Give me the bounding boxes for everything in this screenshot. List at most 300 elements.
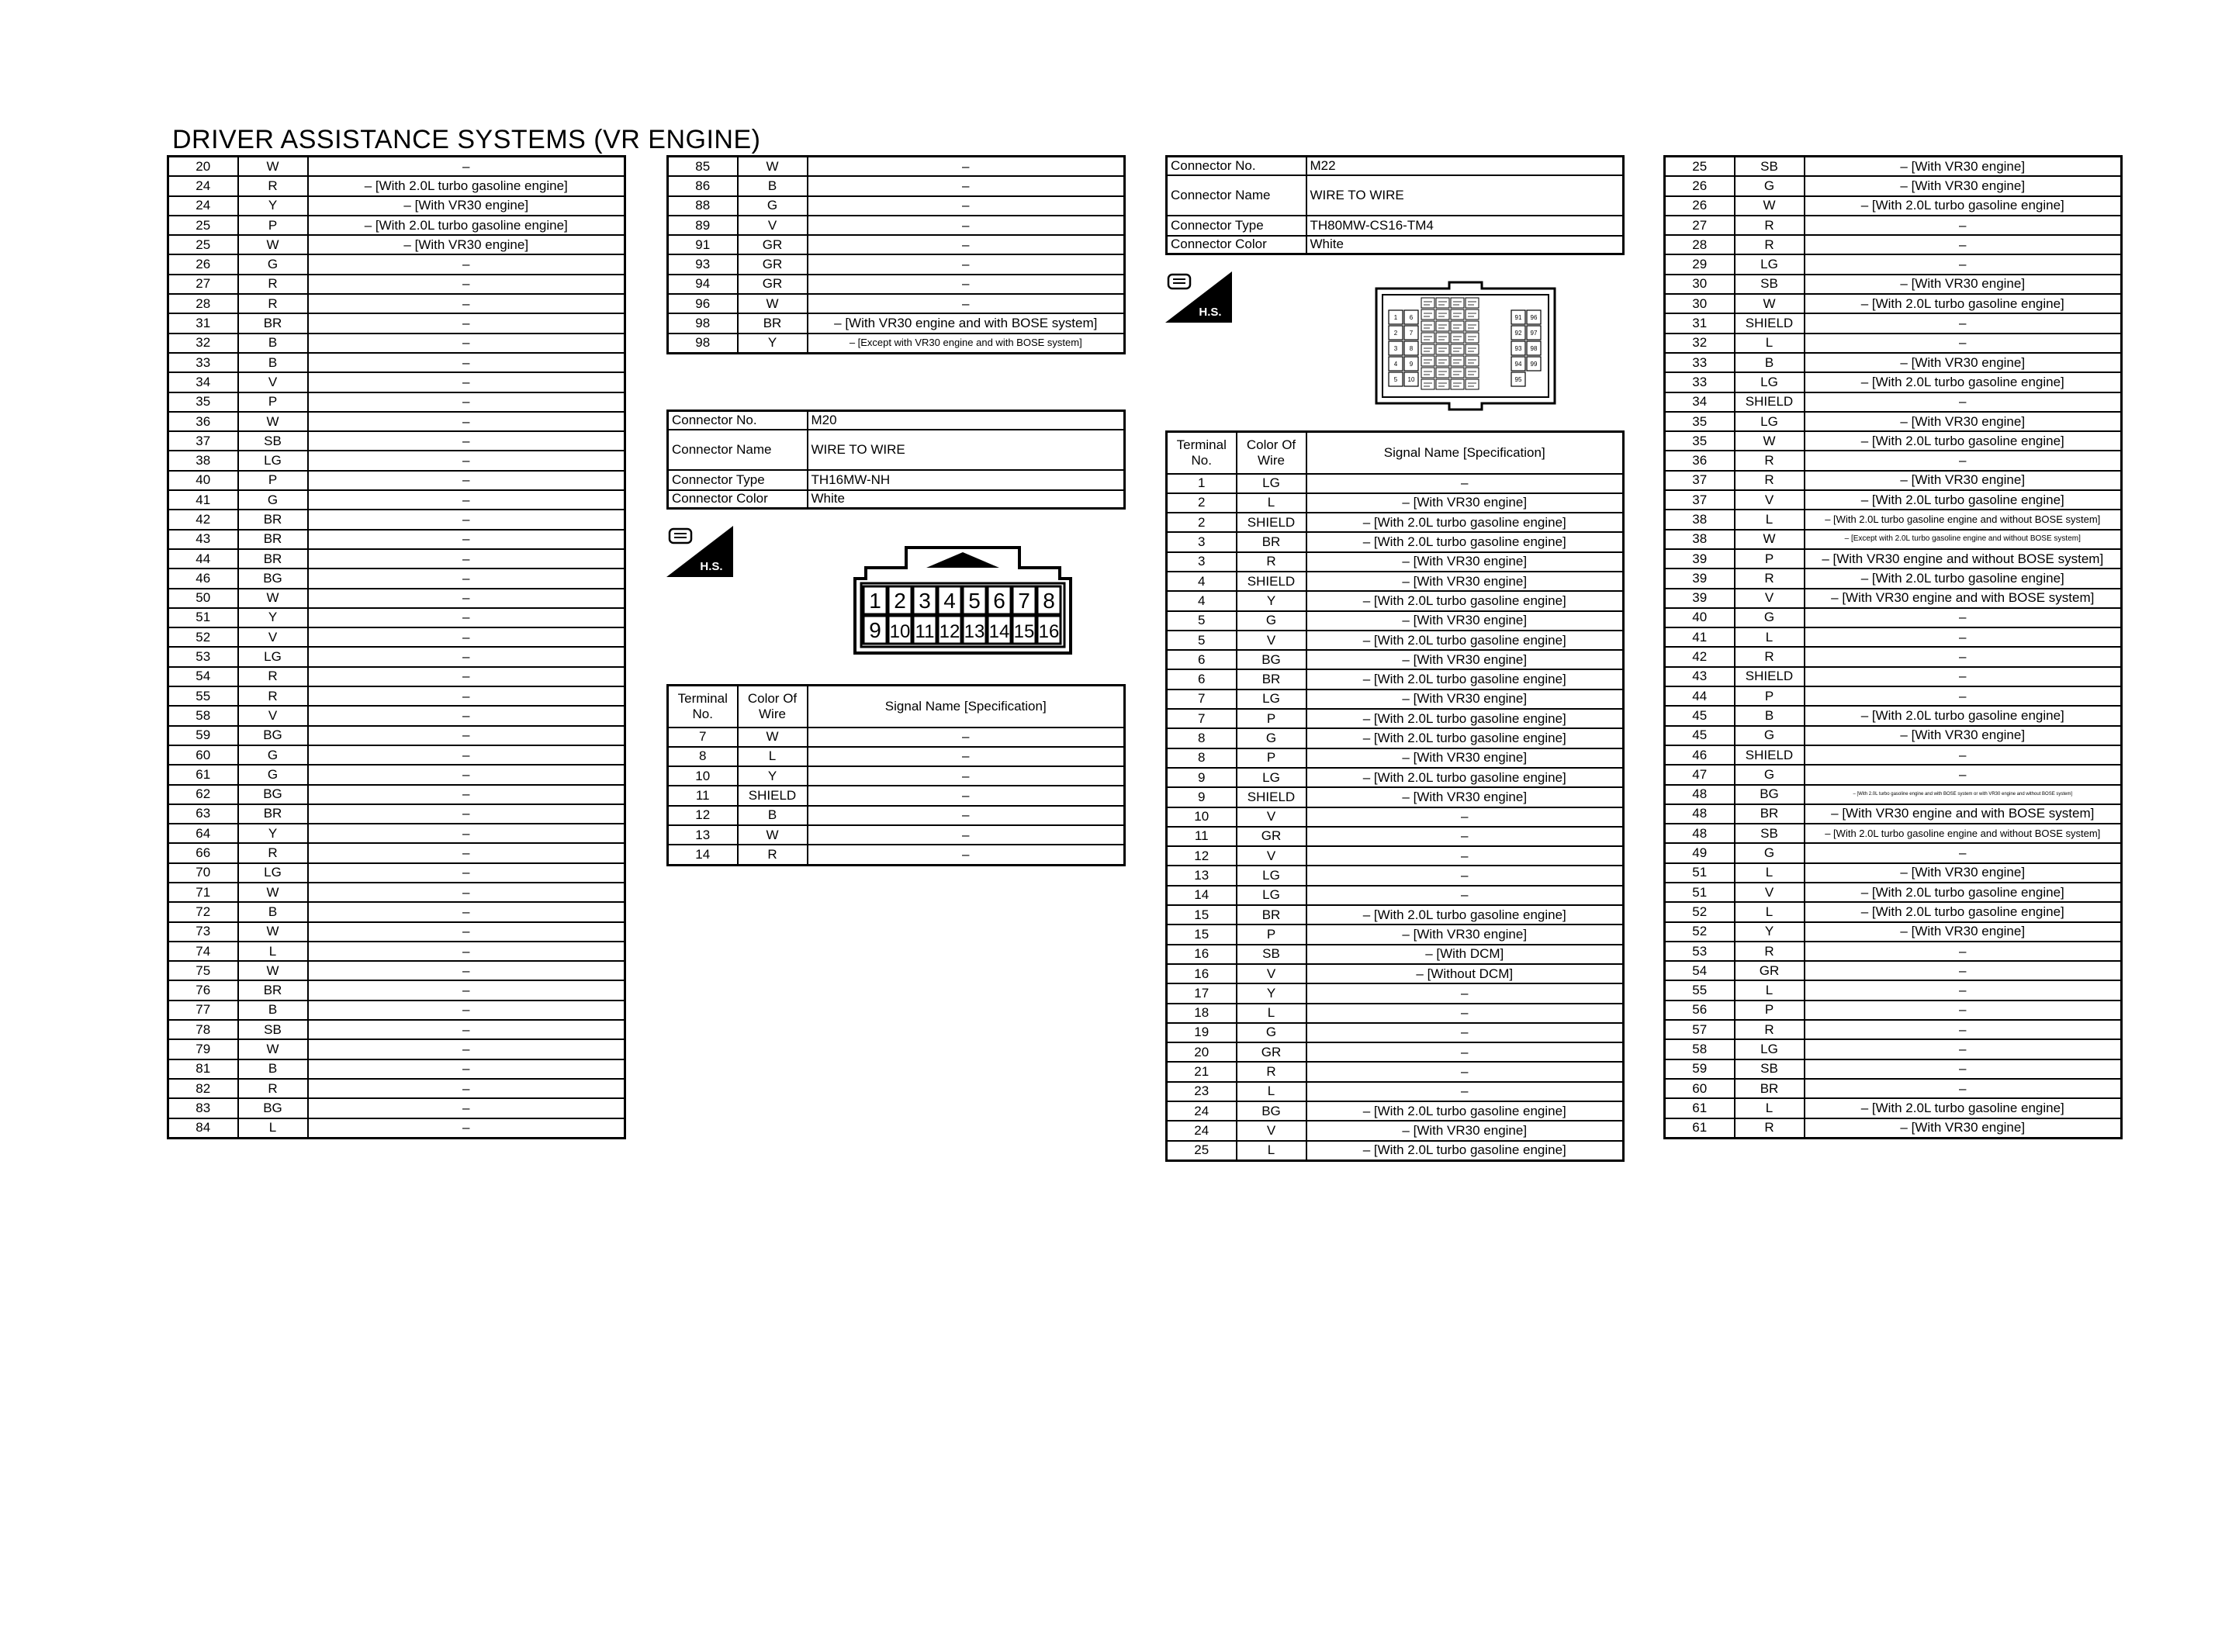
signal-name-cell: – [308, 961, 625, 980]
table-row [1665, 667, 2122, 686]
signal-name-cell: – [308, 843, 625, 862]
pin-number: 12 [939, 621, 960, 642]
wire-color-cell: R [1735, 216, 1805, 235]
wire-color-cell: R [1237, 552, 1306, 572]
signal-name-cell: – [With VR30 engine] [308, 235, 625, 254]
pin-number: 98 [1530, 345, 1538, 352]
pin-number: 11 [915, 621, 935, 642]
wire-color-cell: BR [238, 530, 308, 549]
table-row [1665, 647, 2122, 666]
signal-name-cell: – [308, 471, 625, 490]
pin-number: 5 [968, 589, 981, 613]
terminal-cell: 7 [668, 728, 738, 747]
signal-name-cell: – [With 2.0L turbo gasoline engine and without BOSE system] [1805, 510, 2122, 529]
signal-name-cell: – [308, 392, 625, 412]
table-row [1665, 451, 2122, 470]
terminal-cell: 51 [168, 608, 238, 627]
table-row [668, 313, 1125, 333]
wire-color-cell: R [238, 294, 308, 313]
m22-connector-info [1165, 155, 1625, 255]
signal-name-cell: – [With 2.0L turbo gasoline engine and with BOSE system or with VR30 engine and without BOSE system] [1805, 785, 2122, 804]
terminal-cell: 6 [1167, 669, 1237, 689]
terminal-cell: 16 [1167, 964, 1237, 983]
terminal-cell: 49 [1665, 843, 1735, 862]
terminal-cell: 40 [168, 471, 238, 490]
wire-color-cell: LG [1237, 689, 1306, 709]
connector-no-value: M20 [808, 411, 1125, 430]
table-row [1665, 1118, 2122, 1139]
pin-cell [1436, 298, 1449, 308]
signal-name-cell: – [With 2.0L turbo gasoline engine] [1805, 569, 2122, 588]
wire-color-cell: L [238, 942, 308, 961]
pin-cell [1436, 344, 1449, 354]
terminal-cell: 5 [1167, 611, 1237, 631]
wire-color-cell: LG [1735, 254, 1805, 274]
table-row [1167, 669, 1624, 689]
signal-name-cell: – [308, 608, 625, 627]
signal-name-cell: – [308, 157, 625, 177]
wire-color-cell: W [1735, 294, 1805, 313]
connector-color-value: White [808, 490, 1125, 509]
table-row [1665, 1039, 2122, 1059]
wire-color-cell: LG [1237, 866, 1306, 885]
wire-color-cell: W [238, 883, 308, 902]
signal-name-cell: – [Except with 2.0L turbo gasoline engine and without BOSE system] [1805, 530, 2122, 549]
terminal-cell: 84 [168, 1118, 238, 1139]
signal-name-cell: – [With VR30 engine and with BOSE system] [1805, 804, 2122, 824]
terminal-cell: 43 [1665, 667, 1735, 686]
wire-color-cell: V [1237, 846, 1306, 866]
wire-color-cell: L [1735, 627, 1805, 647]
wire-color-cell: Y [738, 334, 808, 354]
wire-color-cell: R [1735, 1118, 1805, 1139]
wire-color-cell: R [238, 1079, 308, 1098]
wire-color-cell: LG [1237, 768, 1306, 787]
pin-cell [1451, 368, 1464, 378]
pin-cell [1466, 368, 1479, 378]
signal-name-cell: – [Except with VR30 engine and with BOSE system] [808, 334, 1125, 354]
pin-cell [1421, 333, 1434, 343]
signal-name-cell: – [308, 785, 625, 804]
wire-color-cell: BR [238, 549, 308, 569]
terminal-cell: 35 [168, 392, 238, 412]
pin-number: 91 [1514, 314, 1522, 321]
signal-name-cell: – [308, 627, 625, 647]
terminal-cell: 14 [668, 845, 738, 865]
table-row [668, 275, 1125, 294]
table-row [168, 157, 625, 177]
signal-name-cell: – [With VR30 engine] [1805, 412, 2122, 431]
wire-color-cell: BR [1237, 532, 1306, 551]
pin-cell [1466, 321, 1479, 331]
signal-name-cell: – [308, 922, 625, 942]
table-row [168, 451, 625, 470]
signal-name-cell: – [1805, 980, 2122, 1000]
signal-name-cell: – [808, 825, 1125, 845]
signal-name-cell: – [808, 216, 1125, 235]
terminal-cell: 12 [668, 806, 738, 825]
table-row [168, 647, 625, 666]
terminal-cell: 54 [168, 667, 238, 686]
pin-cell [1451, 356, 1464, 366]
table-row [1167, 728, 1624, 748]
table-row [168, 843, 625, 862]
wire-color-cell: SHIELD [1735, 667, 1805, 686]
table-row [1167, 689, 1624, 709]
table-row [1665, 765, 2122, 784]
m22-pin-table [1165, 430, 1625, 1162]
signal-name-cell: – [1805, 235, 2122, 254]
wire-color-cell: SHIELD [1237, 513, 1306, 532]
wire-color-cell: W [738, 728, 808, 747]
wire-color-cell: W [238, 922, 308, 942]
pin-cell [1436, 321, 1449, 331]
wire-color-cell: P [1237, 709, 1306, 728]
terminal-cell: 29 [1665, 254, 1735, 274]
table-row [1167, 846, 1624, 866]
table-row [1167, 532, 1624, 551]
signal-name-cell: – [With VR30 engine] [1306, 689, 1624, 709]
wire-color-cell: SB [238, 431, 308, 451]
signal-name-cell: – [With 2.0L turbo gasoline engine] [1306, 1141, 1624, 1161]
connector-no-value: M22 [1306, 157, 1624, 175]
terminal-no-header: Terminal No. [1167, 432, 1237, 474]
table-row [168, 353, 625, 372]
signal-name-cell: – [1805, 667, 2122, 686]
wire-color-cell: V [1735, 490, 1805, 510]
wire-color-cell: LG [1735, 1039, 1805, 1059]
pin-number: 10 [889, 621, 911, 642]
signal-name-cell: – [308, 980, 625, 1000]
table-row [668, 216, 1125, 235]
terminal-cell: 61 [1665, 1098, 1735, 1118]
m20-connector-diagram [852, 544, 1074, 655]
wire-color-cell: W [238, 412, 308, 431]
wire-color-cell: V [1237, 1121, 1306, 1140]
wire-color-cell: P [238, 216, 308, 235]
wire-color-cell: SHIELD [1735, 392, 1805, 412]
wire-color-cell: SHIELD [1735, 745, 1805, 765]
pin-cell [1421, 309, 1434, 320]
wire-color-cell: BG [238, 785, 308, 804]
table-row [168, 824, 625, 843]
signal-name-cell: – [1805, 745, 2122, 765]
wire-color-cell: G [1735, 843, 1805, 862]
table-row [1167, 572, 1624, 591]
signal-name-cell: – [1805, 843, 2122, 862]
pin-cell [1421, 321, 1434, 331]
terminal-cell: 52 [168, 627, 238, 647]
table-row [1665, 883, 2122, 902]
wire-color-cell: W [738, 825, 808, 845]
wire-color-cell: BG [1237, 650, 1306, 669]
table-row [1167, 1062, 1624, 1081]
pin-cell [1451, 321, 1464, 331]
signal-name-cell: – [808, 806, 1125, 825]
pin-cell [1451, 344, 1464, 354]
terminal-cell: 26 [168, 254, 238, 274]
terminal-cell: 58 [168, 706, 238, 725]
terminal-cell: 59 [168, 726, 238, 745]
signal-name-cell: – [1805, 942, 2122, 961]
terminal-cell: 44 [168, 549, 238, 569]
pin-number: 1 [869, 589, 881, 613]
table-row [1665, 510, 2122, 529]
terminal-cell: 15 [1167, 924, 1237, 944]
wire-color-cell: B [738, 806, 808, 825]
wire-color-cell: P [1237, 748, 1306, 768]
terminal-cell: 64 [168, 824, 238, 843]
hs-label: H.S. [700, 560, 723, 573]
pin-number: 13 [964, 621, 985, 642]
signal-name-cell: – [With 2.0L turbo gasoline engine] [1306, 591, 1624, 610]
wire-color-cell: LG [1735, 412, 1805, 431]
wire-color-cell: SHIELD [738, 786, 808, 805]
terminal-cell: 8 [1167, 728, 1237, 748]
signal-name-cell: – [1306, 1042, 1624, 1062]
terminal-cell: 34 [168, 372, 238, 392]
signal-name-cell: – [With VR30 engine] [1805, 353, 2122, 372]
wire-color-cell: LG [238, 863, 308, 883]
wire-color-cell: V [1237, 631, 1306, 650]
terminal-cell: 24 [1167, 1121, 1237, 1140]
table-row [168, 785, 625, 804]
wire-color-cell: R [738, 845, 808, 865]
wire-color-cell: G [1735, 176, 1805, 195]
terminal-cell: 78 [168, 1020, 238, 1039]
signal-name-cell: – [1306, 827, 1624, 846]
wire-color-cell: R [1735, 569, 1805, 588]
pin-cell [1436, 379, 1449, 389]
table-row [668, 825, 1125, 845]
wire-color-cell: GR [738, 235, 808, 254]
pin-number: 15 [1013, 621, 1035, 642]
signal-name-cell: – [308, 589, 625, 608]
terminal-cell: 16 [1167, 945, 1237, 964]
terminal-cell: 32 [1665, 334, 1735, 353]
terminal-cell: 94 [668, 275, 738, 294]
terminal-cell: 66 [168, 843, 238, 862]
table-row [668, 235, 1125, 254]
table-row [1665, 863, 2122, 883]
terminal-cell: 91 [668, 235, 738, 254]
wire-color-cell: Y [238, 824, 308, 843]
wire-color-cell: P [1237, 924, 1306, 944]
table-row [1665, 745, 2122, 765]
table-row [1665, 549, 2122, 569]
signal-name-cell: – [808, 235, 1125, 254]
table-row [168, 1039, 625, 1059]
table-row [168, 922, 625, 942]
signal-name-cell: – [308, 431, 625, 451]
table-row [1167, 611, 1624, 631]
signal-name-cell: – [808, 728, 1125, 747]
terminal-cell: 41 [1665, 627, 1735, 647]
signal-name-cell: – [With VR30 engine] [1306, 650, 1624, 669]
signal-name-cell: – [With 2.0L turbo gasoline engine] [1306, 1101, 1624, 1121]
table-row [1167, 591, 1624, 610]
signal-name-cell: – [With VR30 engine] [1306, 572, 1624, 591]
table-row [168, 1001, 625, 1020]
table-row [1167, 474, 1624, 493]
signal-name-cell: – [308, 313, 625, 333]
signal-name-cell: – [308, 804, 625, 824]
terminal-cell: 13 [1167, 866, 1237, 885]
table-row [168, 883, 625, 902]
terminal-cell: 60 [168, 745, 238, 765]
signal-name-cell: – [With 2.0L turbo gasoline engine] [1805, 294, 2122, 313]
m22-right-pin-block [1511, 310, 1541, 386]
wire-color-cell: G [238, 745, 308, 765]
signal-name-cell: – [808, 157, 1125, 177]
signal-name-cell: – [With VR30 engine and with BOSE system] [808, 313, 1125, 333]
table-row [1167, 1023, 1624, 1042]
terminal-cell: 25 [168, 235, 238, 254]
wire-color-cell: P [1735, 1001, 1805, 1020]
terminal-cell: 61 [168, 765, 238, 784]
signal-name-cell: – [With 2.0L turbo gasoline engine] [1306, 631, 1624, 650]
wire-color-cell: BR [1735, 1079, 1805, 1098]
signal-name-cell: – [1306, 866, 1624, 885]
terminal-cell: 10 [668, 766, 738, 786]
signal-name-cell: – [With 2.0L turbo gasoline engine] [308, 216, 625, 235]
table-row [668, 845, 1125, 865]
table-row [168, 608, 625, 627]
table-row [1665, 216, 2122, 235]
signal-name-cell: – [1306, 1004, 1624, 1023]
wire-color-cell: R [1735, 451, 1805, 470]
terminal-cell: 27 [1665, 216, 1735, 235]
signal-name-cell: – [808, 196, 1125, 216]
terminal-cell: 98 [668, 313, 738, 333]
terminal-cell: 3 [1167, 532, 1237, 551]
m22-connector-diagram [1373, 279, 1558, 413]
signal-name-cell: – [1805, 216, 2122, 235]
wire-color-cell: GR [1237, 1042, 1306, 1062]
terminal-cell: 28 [1665, 235, 1735, 254]
terminal-cell: 74 [168, 942, 238, 961]
table-row [168, 471, 625, 490]
terminal-cell: 31 [168, 313, 238, 333]
pin-number: 93 [1514, 345, 1522, 352]
color-of-wire-header: Color Of Wire [1237, 432, 1306, 474]
signal-name-cell: – [With VR30 engine] [1306, 611, 1624, 631]
wire-color-cell: G [238, 254, 308, 274]
signal-name-cell: – [With 2.0L turbo gasoline engine] [1805, 196, 2122, 216]
signal-name-cell: – [With VR30 engine] [1306, 924, 1624, 944]
signal-name-cell: – [308, 942, 625, 961]
table-row [1665, 980, 2122, 1000]
terminal-cell: 9 [1167, 768, 1237, 787]
terminal-cell: 35 [1665, 431, 1735, 451]
table-row [668, 806, 1125, 825]
signal-name-cell: – [1805, 1059, 2122, 1079]
wire-color-cell: R [238, 667, 308, 686]
signal-name-cell: – [1306, 1082, 1624, 1101]
table-row [1665, 824, 2122, 843]
signal-name-cell: – [With 2.0L turbo gasoline engine] [1805, 902, 2122, 921]
terminal-cell: 38 [1665, 530, 1735, 549]
signal-name-cell: – [308, 1059, 625, 1079]
wire-color-cell: P [1735, 686, 1805, 706]
table-row [668, 254, 1125, 274]
signal-name-header: Signal Name [Specification] [808, 686, 1125, 728]
wire-color-cell: BG [238, 1098, 308, 1118]
table-row [668, 728, 1125, 747]
table-row [168, 1059, 625, 1079]
table-row [1665, 1079, 2122, 1098]
terminal-cell: 48 [1665, 824, 1735, 843]
pin-number: 5 [1393, 376, 1398, 383]
terminal-cell: 11 [1167, 827, 1237, 846]
table-row [1167, 513, 1624, 532]
pin-table-4 [1663, 155, 2123, 1139]
terminal-cell: 76 [168, 980, 238, 1000]
signal-name-cell: – [With 2.0L turbo gasoline engine and without BOSE system] [1805, 824, 2122, 843]
signal-name-cell: – [308, 353, 625, 372]
wire-color-cell: B [238, 902, 308, 921]
wire-color-cell: Y [1237, 983, 1306, 1003]
signal-name-cell: – [1805, 254, 2122, 274]
terminal-cell: 44 [1665, 686, 1735, 706]
table-row [1167, 945, 1624, 964]
terminal-cell: 40 [1665, 608, 1735, 627]
wire-color-cell: V [1237, 964, 1306, 983]
terminal-cell: 39 [1665, 589, 1735, 608]
pin-cell [1436, 368, 1449, 378]
pin-number: 2 [894, 589, 906, 613]
wire-color-cell: R [1237, 1062, 1306, 1081]
signal-name-cell: – [1805, 647, 2122, 666]
wire-color-cell: W [238, 589, 308, 608]
table-row [168, 275, 625, 294]
terminal-cell: 51 [1665, 863, 1735, 883]
pin-cell [1466, 298, 1479, 308]
terminal-cell: 75 [168, 961, 238, 980]
table-row [1167, 493, 1624, 513]
terminal-cell: 98 [668, 334, 738, 354]
pin-cell [1436, 356, 1449, 366]
terminal-cell: 3 [1167, 552, 1237, 572]
table-row [1665, 1020, 2122, 1039]
terminal-cell: 4 [1167, 591, 1237, 610]
pin-number: 94 [1514, 361, 1522, 368]
terminal-cell: 58 [1665, 1039, 1735, 1059]
terminal-cell: 10 [1167, 807, 1237, 827]
signal-name-cell: – [808, 176, 1125, 195]
table-row [168, 980, 625, 1000]
signal-name-cell: – [With VR30 engine] [1306, 493, 1624, 513]
pin-number: 9 [1409, 361, 1414, 368]
terminal-cell: 33 [168, 353, 238, 372]
table-row [1665, 490, 2122, 510]
terminal-no-header: Terminal No. [668, 686, 738, 728]
signal-name-cell: – [With 2.0L turbo gasoline engine] [1805, 883, 2122, 902]
pin-number: 8 [1043, 589, 1055, 613]
connector-type-label: Connector Type [668, 470, 808, 490]
signal-name-cell: – [308, 706, 625, 725]
signal-name-cell: – [With 2.0L turbo gasoline engine] [1805, 1098, 2122, 1118]
signal-name-cell: – [308, 254, 625, 274]
signal-name-cell: – [308, 549, 625, 569]
m22-middle-pin-block [1421, 298, 1479, 389]
signal-name-cell: – [With VR30 engine and with BOSE system] [1805, 589, 2122, 608]
wire-color-cell: W [1735, 431, 1805, 451]
table-row [1665, 412, 2122, 431]
signal-name-cell: – [With VR30 engine] [1805, 1118, 2122, 1139]
wire-color-cell: L [738, 747, 808, 766]
pin-cell [1421, 344, 1434, 354]
